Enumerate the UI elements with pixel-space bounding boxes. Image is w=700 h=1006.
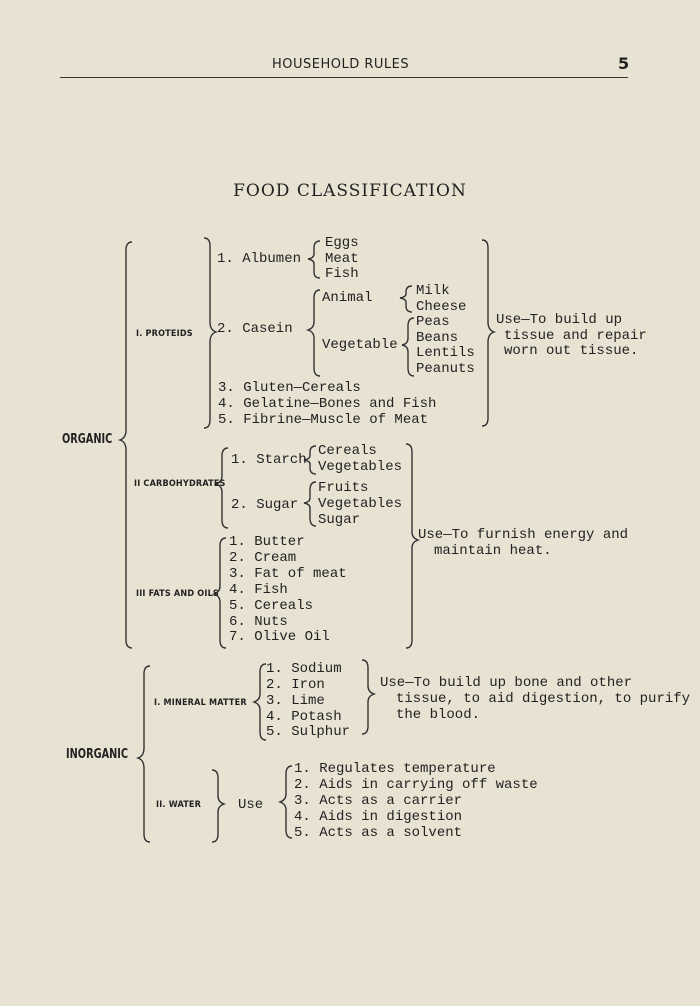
energy-use-line: maintain heat.	[434, 543, 552, 559]
mineral-item: 5. Sulphur	[266, 724, 351, 740]
protein-other: 3. Gluten—Cereals	[218, 380, 361, 396]
fats-item: 6. Nuts	[229, 614, 288, 630]
header-rule	[60, 77, 628, 78]
organic-label: ORGANIC	[62, 432, 113, 447]
fats-item: 1. Butter	[229, 534, 305, 550]
mineral-item: 1. Sodium	[266, 661, 342, 677]
starch-label: 1. Starch	[231, 452, 307, 468]
animal-item: Cheese	[416, 299, 467, 315]
water-label-brace	[212, 770, 224, 842]
proteids-use-line: worn out tissue.	[504, 343, 639, 359]
animal-label: Animal	[322, 290, 373, 306]
proteids-label: I. PROTEIDS	[136, 329, 193, 339]
sugar-item: Fruits	[318, 480, 369, 496]
starch-item: Cereals	[318, 443, 377, 459]
mineral-item: 3. Lime	[266, 693, 325, 709]
water-items-brace	[280, 766, 292, 838]
mineral-item: 2. Iron	[266, 677, 325, 693]
mineral-items-brace	[254, 664, 266, 740]
energy-use-line: Use—To furnish energy and	[418, 527, 629, 543]
running-title: HOUSEHOLD RULES	[272, 57, 410, 72]
page-number: 5	[618, 54, 630, 73]
water-use-label: Use	[238, 797, 264, 813]
sugar-brace	[304, 482, 316, 526]
protein-other: 4. Gelatine—Bones and Fish	[218, 396, 437, 412]
vegetable-item: Lentils	[416, 345, 475, 361]
albumen-item: Eggs	[325, 235, 359, 251]
albumen-brace	[308, 241, 320, 278]
inorganic-brace	[138, 666, 150, 842]
proteids-use-line: Use—To build up	[496, 312, 623, 328]
albumen-item: Meat	[325, 251, 359, 267]
casein-label: 2. Casein	[217, 321, 293, 337]
vegetable-brace	[402, 318, 414, 376]
fats-label: III FATS AND OILS	[136, 589, 219, 599]
inorganic-label: INORGANIC	[66, 747, 129, 762]
mineral-label: I. MINERAL MATTER	[154, 698, 247, 708]
vegetable-label: Vegetable	[322, 337, 398, 353]
mineral-use-brace	[362, 660, 374, 734]
water-item: 4. Aids in digestion	[294, 809, 463, 825]
water-item: 1. Regulates temperature	[294, 761, 496, 777]
animal-item: Milk	[416, 283, 450, 299]
mineral-use-line: the blood.	[396, 707, 481, 723]
vegetable-item: Beans	[416, 330, 459, 346]
protein-other: 5. Fibrine—Muscle of Meat	[218, 412, 429, 428]
fats-item: 5. Cereals	[229, 598, 314, 614]
proteids-use-brace	[482, 240, 494, 426]
fats-item: 2. Cream	[229, 550, 297, 566]
mineral-use-line: Use—To build up bone and other	[380, 675, 633, 691]
page-title: FOOD CLASSIFICATION	[233, 181, 467, 201]
carbohydrates-label: II CARBOHYDRATES	[134, 479, 226, 489]
proteids-brace	[204, 238, 216, 428]
fats-item: 3. Fat of meat	[229, 566, 347, 582]
vegetable-item: Peas	[416, 314, 450, 330]
water-item: 2. Aids in carrying off waste	[294, 777, 538, 793]
sugar-item: Sugar	[318, 512, 361, 528]
proteids-use-line: tissue and repair	[504, 328, 647, 344]
albumen-label: 1. Albumen	[217, 251, 302, 267]
animal-brace	[400, 286, 412, 312]
sugar-item: Vegetables	[318, 496, 403, 512]
energy-use-brace	[406, 444, 418, 648]
water-label: II. WATER	[156, 800, 202, 810]
organic-brace	[120, 242, 132, 648]
mineral-item: 4. Potash	[266, 709, 342, 725]
casein-brace	[308, 290, 320, 376]
water-item: 5. Acts as a solvent	[294, 825, 463, 841]
starch-item: Vegetables	[318, 459, 403, 475]
water-item: 3. Acts as a carrier	[294, 793, 463, 809]
albumen-item: Fish	[325, 266, 359, 282]
mineral-use-line: tissue, to aid digestion, to purify	[396, 691, 691, 707]
fats-item: 7. Olive Oil	[229, 629, 330, 645]
vegetable-item: Peanuts	[416, 361, 475, 377]
fats-item: 4. Fish	[229, 582, 288, 598]
sugar-label: 2. Sugar	[231, 497, 299, 513]
